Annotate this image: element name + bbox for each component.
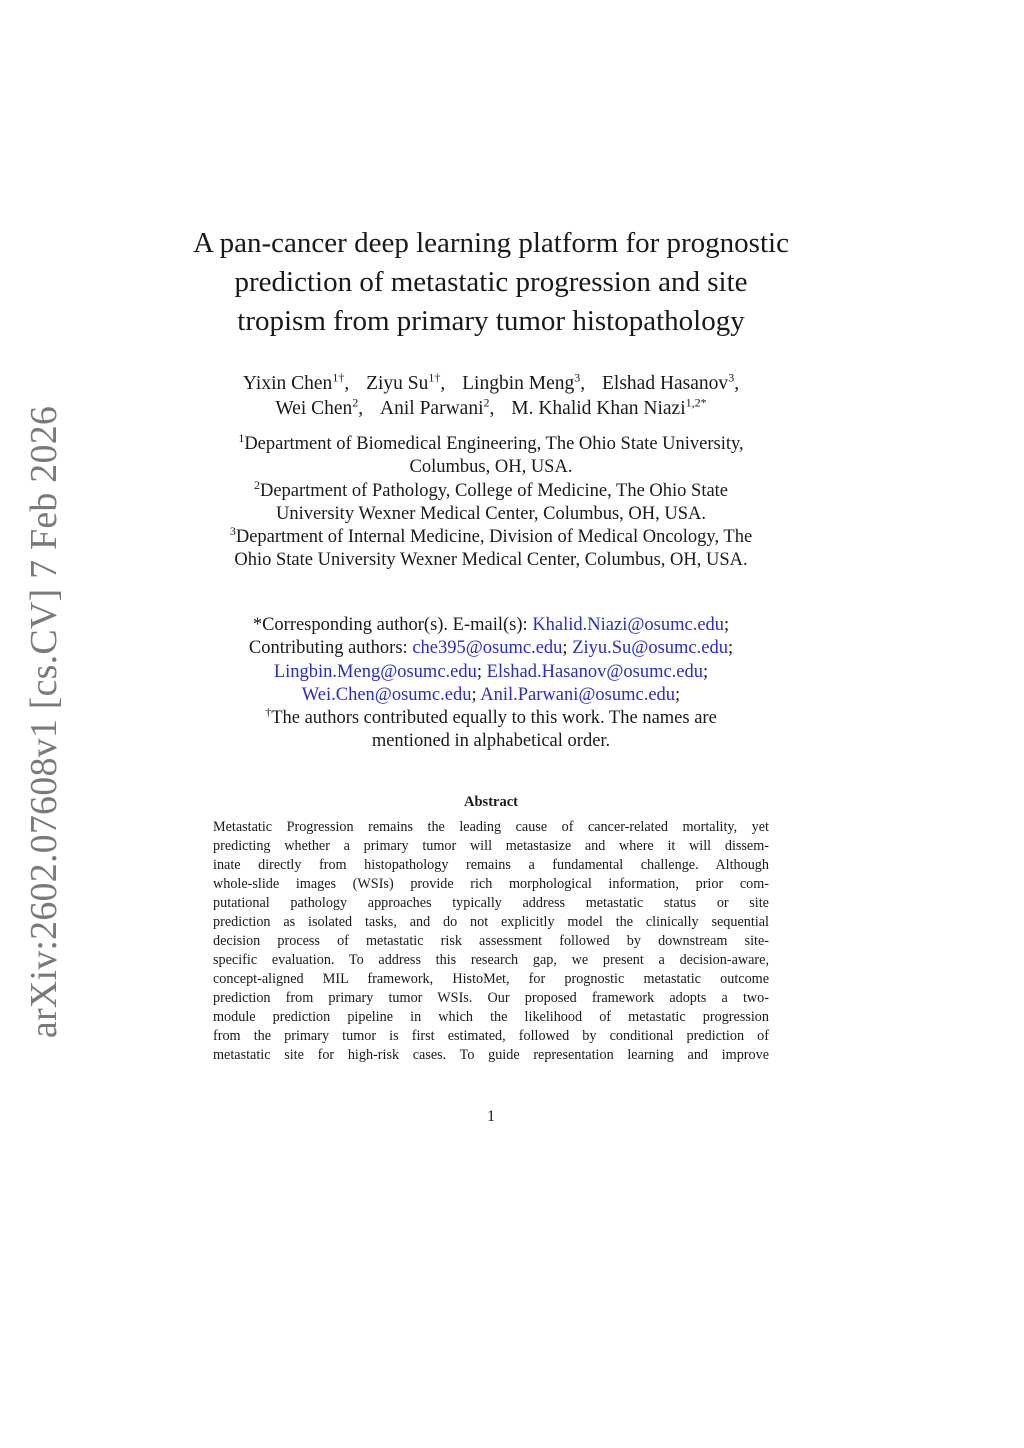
affiliation-line xyxy=(150,477,832,503)
abstract-line: concept-aligned MIL framework, HistoMet, for prognostic metastatic outcome xyxy=(213,971,769,987)
author-name: Ziyu Su xyxy=(366,373,429,394)
author-affiliation-mark: 2 xyxy=(352,395,359,410)
abstract-line: metastatic site for high-risk cases. To guide representation learning and improve xyxy=(213,1047,769,1063)
author-name: Yixin Chen xyxy=(242,373,333,394)
note-text: The authors contributed equally to this work. The names are xyxy=(271,708,717,729)
title-line: A pan-cancer deep learning platform for prognostic xyxy=(193,227,789,259)
corresponding-label: *Corresponding author(s). E-mail(s): xyxy=(252,615,528,635)
correspondence-line xyxy=(150,637,832,660)
arxiv-identifier-stamp: arXiv:2602.07608v1 [cs.CV] 7 Feb 2026 xyxy=(23,405,65,1039)
affiliation-text: Department of Internal Medicine, Division of Medical Oncology, The xyxy=(235,527,753,548)
email-link[interactable]: Wei.Chen@osumc.edu xyxy=(301,684,472,705)
author-name: Wei Chen xyxy=(275,398,353,419)
separator: ; xyxy=(727,638,734,659)
abstract-line: decision process of metastatic risk assessment followed by downstream site- xyxy=(213,933,769,949)
separator: ; xyxy=(724,615,730,635)
author-affiliation-mark: 2 xyxy=(483,395,490,410)
email-link[interactable]: Elshad.Hasanov@osumc.edu xyxy=(486,661,704,682)
author-name: Lingbin Meng xyxy=(462,373,575,394)
page-number: 1 xyxy=(487,1108,495,1125)
correspondence-line xyxy=(150,661,832,684)
author-affiliation-mark: 3 xyxy=(728,370,735,385)
separator: ; xyxy=(703,661,709,682)
abstract-heading: Abstract xyxy=(464,794,518,810)
equal-contribution-note: mentioned in alphabetical order. xyxy=(371,731,611,752)
author-name: M. Khalid Khan Niazi xyxy=(511,398,686,419)
affiliation-list xyxy=(150,430,832,573)
author-affiliation-mark: 1† xyxy=(428,370,441,385)
separator: ; xyxy=(476,661,483,682)
separator: ; xyxy=(471,684,477,705)
affiliation-line: University Wexner Medical Center, Columbus, OH, USA. xyxy=(275,503,707,524)
email-link[interactable]: Ziyu.Su@osumc.edu xyxy=(572,638,728,659)
correspondence-line xyxy=(150,614,832,637)
separator: ; xyxy=(675,684,681,705)
email-link[interactable]: che395@osumc.edu xyxy=(412,638,563,659)
abstract-line: specific evaluation. To address this research gap, we present a decision-aware, xyxy=(213,952,769,968)
title-line: prediction of metastatic progression and site xyxy=(234,266,748,298)
author-affiliation-mark: 1,2* xyxy=(685,395,707,410)
correspondence-block xyxy=(150,614,832,754)
affiliation-number: 3 xyxy=(229,524,236,539)
abstract-line: prediction from primary tumor WSIs. Our proposed framework adopts a two- xyxy=(213,990,769,1006)
abstract-line: predicting whether a primary tumor will metastasize and where it will dissem- xyxy=(213,838,769,854)
author-name: Anil Parwani xyxy=(380,398,484,419)
abstract-line: from the primary tumor is first estimated, followed by conditional prediction of xyxy=(213,1028,769,1044)
abstract-line: Metastatic Progression remains the leading cause of cancer-related mortality, yet xyxy=(213,819,769,835)
abstract-line: putational pathology approaches typically address metastatic status or site xyxy=(213,895,769,911)
author xyxy=(511,395,707,419)
author-affiliation-mark: 1† xyxy=(332,370,345,385)
abstract-body xyxy=(213,818,769,1065)
abstract-line: whole-slide images (WSIs) provide rich morphological information, prior com- xyxy=(213,876,769,892)
contributing-label: Contributing authors: xyxy=(248,638,408,659)
affiliation-text: Department of Biomedical Engineering, The Ohio State University, xyxy=(244,434,744,454)
affiliation-line xyxy=(150,430,832,456)
affiliation-line: Columbus, OH, USA. xyxy=(409,457,573,478)
author: Anil Parwani$^2$, xyxy=(380,395,495,419)
abstract-line: module prediction pipeline in which the likelihood of metastatic progression xyxy=(213,1009,769,1025)
affiliation-line: Ohio State University Wexner Medical Center, Columbus, OH, USA. xyxy=(234,550,748,571)
affiliation-number: 2 xyxy=(253,477,260,492)
author-list xyxy=(150,371,832,421)
email-link[interactable]: Lingbin.Meng@osumc.edu xyxy=(273,661,477,682)
affiliation-number: 1 xyxy=(238,430,245,445)
affiliation-line xyxy=(150,526,832,549)
author-affiliation-mark: 3 xyxy=(574,370,581,385)
abstract-line: prediction as isolated tasks, and do not explicitly model the clinically sequential xyxy=(213,914,769,930)
correspondence-line xyxy=(150,684,832,707)
dagger-mark: † xyxy=(265,705,272,720)
affiliation-text: Department of Pathology, College of Medicine, The Ohio State xyxy=(259,480,729,501)
author-line xyxy=(150,396,832,421)
author: Ziyu $Su^{1\dagger}$, xyxy=(366,370,446,394)
email-link[interactable]: Anil.Parwani@osumc.edu xyxy=(480,684,676,705)
author-line xyxy=(150,371,832,396)
author-name: Elshad Hasanov xyxy=(602,373,729,394)
equal-contribution-note xyxy=(150,707,832,730)
separator: ; xyxy=(562,638,568,659)
corresponding-email-link[interactable]: Khalid.Niazi@osumc.edu xyxy=(532,615,725,635)
author: Yixin Chen$^{1\dagger}$, xyxy=(242,370,350,394)
paper-title xyxy=(150,224,832,341)
abstract-line: inate directly from histopathology remains a fundamental challenge. Although xyxy=(213,857,769,873)
author: Wei Chen$^2$, xyxy=(275,395,364,419)
author: Elshad Hasanov$^3$, xyxy=(602,370,740,394)
author: Lingbin Meng$^3$, xyxy=(462,370,586,394)
title-line: tropism from primary tumor histopathology xyxy=(237,305,745,337)
